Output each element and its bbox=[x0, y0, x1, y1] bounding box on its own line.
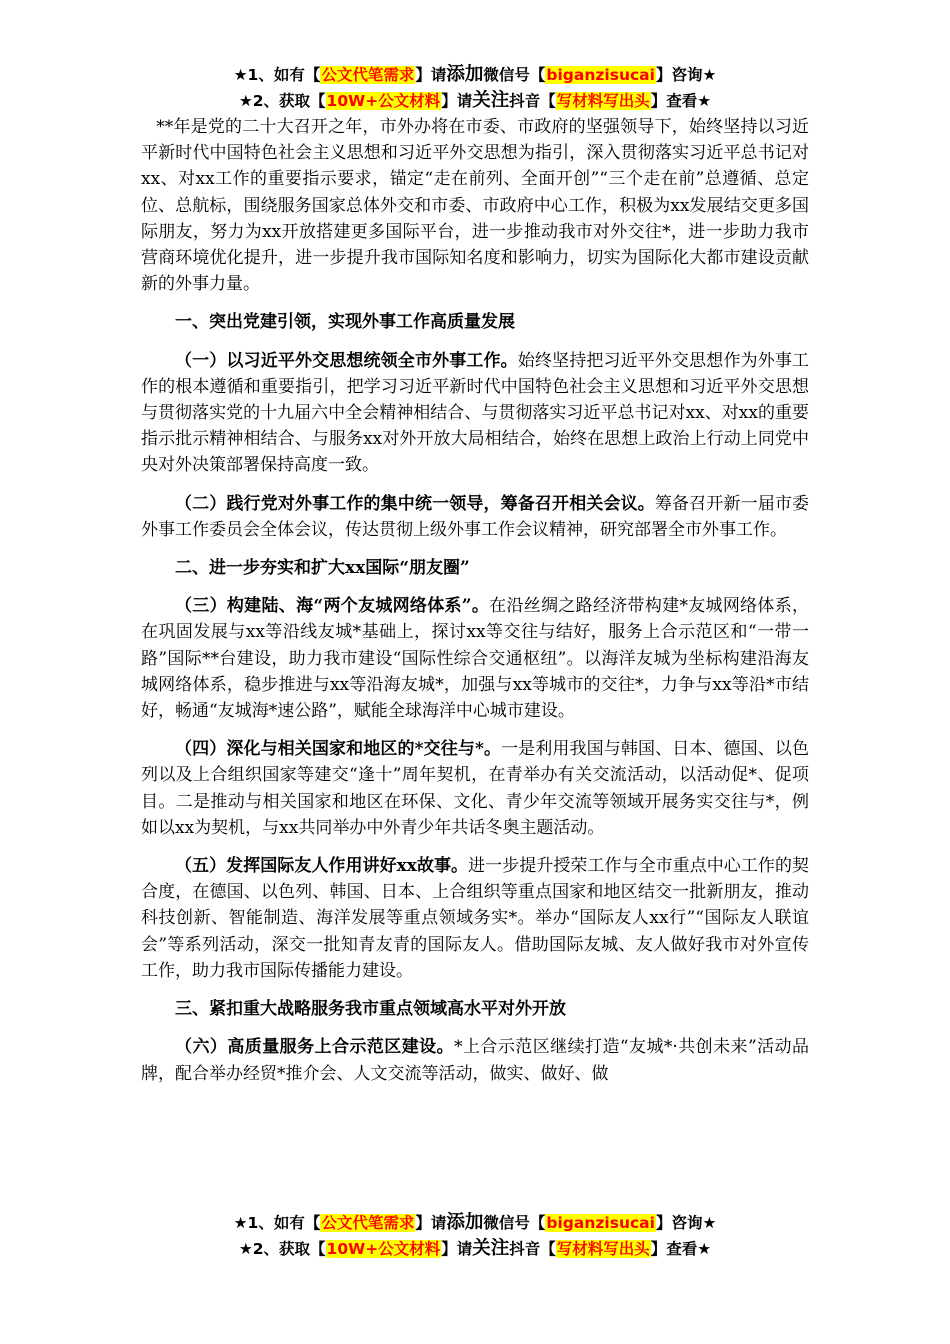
highlight-service: 公文代笔需求 bbox=[321, 66, 415, 84]
paragraph-1: （一）以习近平外交思想统领全市外事工作。始终坚持把习近平外交思想作为外事工作的根本遵循和重要指引，把学习习近平新时代中国特色社会主义思想和习近平外交思想与贯彻落实党的十九届六中全会精神相结合、与贯彻落实习近平总书记对xx、对xx的重要指示批示精神相结合、与服务xx对外开放大局相结合，始终在思想上政治上行动上同党中央对外决策部署保持高度一致。 bbox=[141, 350, 810, 476]
paragraph-5: （五）发挥国际友人作用讲好xx故事。进一步提升授荣工作与全市重点中心工作的契合度，在德国、以色列、韩国、日本、上合组织等重点国家和地区结交一批新朋友，推动科技创新、智能制造、海洋发展等重点领域务实*。举办“国际友人xx行”“国际友人联谊会”等系列活动，深交一批知青友青的国际友人。借助国际友城、友人做好我市对外宣传工作，助力我市国际传播能力建设。 bbox=[141, 856, 810, 981]
section-heading-2: 二、进一步夯实和扩大xx国际“朋友圈” bbox=[175, 558, 470, 579]
section-heading-1: 一、突出党建引领，实现外事工作高质量发展 bbox=[175, 312, 515, 333]
highlight-wechat-id: biganzisucai bbox=[546, 66, 655, 84]
paragraph-4: （四）深化与相关国家和地区的*交往与*。一是利用我国与韩国、日本、德国、以色列以及上合组织国家等建交“逢十”周年契机，在青举办有关交流活动，以活动促*、促项目。二是推动与相关国家和地区在环保、文化、青少年交流等领域开展务实交往与*，例如以xx为契机，与xx共同举办中外青少年共话冬奥主题活动。 bbox=[141, 739, 810, 838]
banner-line-2: ★2、获取【10W+公文材料】请关注抖音【写材料写出头】查看★ bbox=[238, 90, 712, 111]
paragraph-2: （二）践行党对外事工作的集中统一领导，筹备召开相关会议。筹备召开新一届市委外事工作委员会全体会议，传达贯彻上级外事工作会议精神，研究部署全市外事工作。 bbox=[141, 493, 810, 540]
header-banner bbox=[141, 62, 809, 114]
section-heading-3: 三、紧扣重大战略服务我市重点领域高水平对外开放 bbox=[175, 999, 566, 1020]
footer-line-2: ★2、获取【10W+公文材料】请关注抖音【写材料写出头】查看★ bbox=[238, 1238, 712, 1259]
paragraph-6: （六）高质量服务上合示范区建设。*上合示范区继续打造“友城*·共创未来”活动品牌，配合举办经贸*推介会、人文交流等活动，做实、做好、做 bbox=[141, 1037, 809, 1084]
document-page bbox=[141, 62, 809, 1282]
footer-banner bbox=[141, 1210, 809, 1262]
paragraph-3: （三）构建陆、海“两个友城网络体系”。在沿丝绸之路经济带构建*友城网络体系，在巩固发展与xx等沿线友城*基础上，探讨xx等交往与结好，服务上合示范区和“一带一路”国际**台建设，助力我市建设“国际性综合交通枢纽”。以海洋友城为坐标构建沿海友城网络体系，稳步推进与xx等沿海友城*，加强与xx等城市的交往*，力争与xx等沿*市结好，畅通“友城海*速公路”，赋能全球海洋中心城市建设。 bbox=[141, 596, 810, 722]
highlight-douyin-id: 写材料写出头 bbox=[556, 92, 650, 110]
intro-paragraph: **年是党的二十大召开之年，市外办将在市委、市政府的坚强领导下，始终坚持以习近平新时代中国特色社会主义思想和习近平外交思想为指引，深入贯彻落实习近平总书记对xx、对xx工作的重要指示要求，锚定“走在前列、全面开创”“三个走在前”总遵循、总定位、总航标，围绕服务国家总体外交和市委、市政府中心工作，积极为xx发展结交更多国际朋友，努力为xx开放搭建更多国际平台，进一步推动我市对外交往*，进一步助力我市营商环境优化提升，进一步提升我市国际知名度和影响力，切实为国际化大都市建设贡献新的外事力量。 bbox=[141, 117, 809, 295]
banner-line-1: ★1、如有【公文代笔需求】请添加微信号【biganzisucai】咨询★ bbox=[233, 64, 717, 85]
footer-line-1: ★1、如有【公文代笔需求】请添加微信号【biganzisucai】咨询★ bbox=[233, 1212, 717, 1233]
highlight-materials: 10W+公文材料 bbox=[326, 92, 441, 110]
